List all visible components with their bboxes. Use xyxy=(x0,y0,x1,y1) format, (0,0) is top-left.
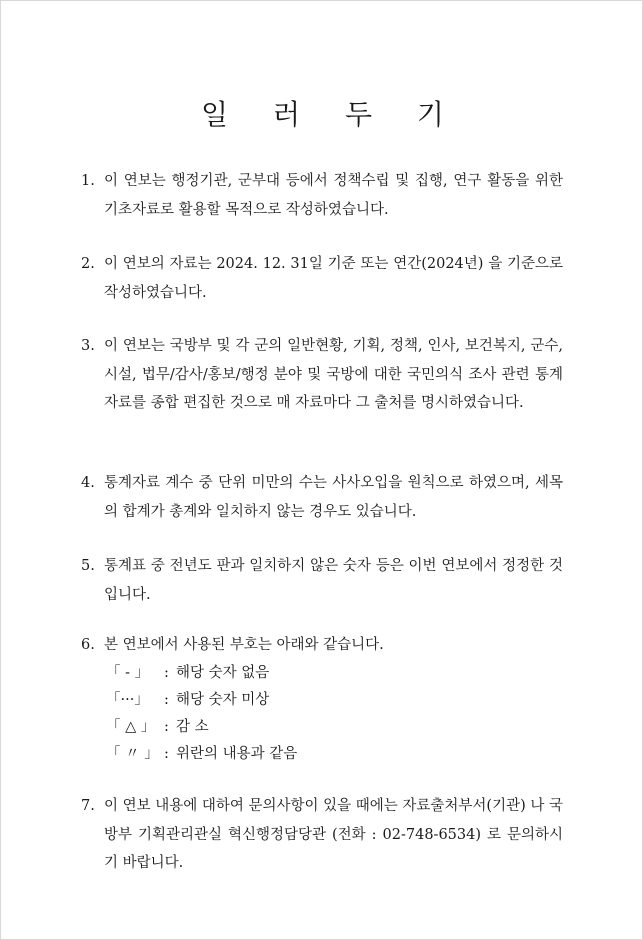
symbol-mark: 「···」 xyxy=(106,691,149,708)
symbol-row xyxy=(104,714,563,741)
symbol-colon: : xyxy=(164,691,169,708)
note-text: 이 연보 내용에 대하여 문의사항이 있을 때에는 자료출처부서(기관) 나 국방부 기획관리관실 혁신행정담당관 (전화 : 02-748-6534) 로 문의하시기 바랍니다. xyxy=(104,798,563,871)
note-number: 5. xyxy=(81,558,95,574)
symbol-mark: 「 - 」 xyxy=(106,664,150,681)
note-text: 통계자료 계수 중 단위 미만의 수는 사사오입을 원칙으로 하였으며, 세목의 합계가 총계와 일치하지 않는 경우도 있습니다. xyxy=(104,475,563,520)
symbol-colon: : xyxy=(164,745,169,762)
note-item-1 xyxy=(81,167,563,224)
note-number: 6. xyxy=(81,637,95,653)
note-item-7 xyxy=(81,792,563,878)
symbol-row xyxy=(104,741,563,768)
note-item-6 xyxy=(81,631,563,768)
symbol-desc: 해당 숫자 미상 xyxy=(176,691,270,708)
symbol-mark: 「 △ 」 xyxy=(106,718,156,735)
note-text: 통계표 중 전년도 판과 일치하지 않은 숫자 등은 이번 연보에서 정정한 것입니다. xyxy=(104,558,563,603)
symbol-row xyxy=(104,660,563,687)
symbol-list xyxy=(104,660,563,768)
note-number: 3. xyxy=(81,338,95,354)
note-number: 1. xyxy=(81,173,95,189)
note-item-5 xyxy=(81,552,563,609)
page-title: 일 러 두 기 xyxy=(201,98,462,131)
symbol-colon: : xyxy=(164,664,169,681)
symbol-colon: : xyxy=(164,718,169,735)
note-number: 7. xyxy=(81,798,95,814)
note-text: 본 연보에서 사용된 부호는 아래와 같습니다. xyxy=(104,637,384,653)
note-item-3 xyxy=(81,332,563,418)
note-item-2 xyxy=(81,250,563,307)
note-number: 2. xyxy=(81,256,95,272)
symbol-desc: 감 소 xyxy=(176,718,209,735)
note-text: 이 연보의 자료는 2024. 12. 31일 기준 또는 연간(2024년) 을 기준으로 작성하였습니다. xyxy=(104,256,563,301)
symbol-desc: 위란의 내용과 같음 xyxy=(176,745,298,762)
symbol-desc: 해당 숫자 없음 xyxy=(176,664,270,681)
note-text: 이 연보는 국방부 및 각 군의 일반현황, 기획, 정책, 인사, 보건복지, 군수, 시설, 법무/감사/홍보/행정 분야 및 국방에 대한 국민의식 조사 관련 통계자료를 종합 편집한 것으로 매 자료마다 그 출처를 명시하였습니다. xyxy=(104,338,563,411)
note-item-4 xyxy=(81,469,563,526)
symbol-row xyxy=(104,687,563,714)
note-text: 이 연보는 행정기관, 군부대 등에서 정책수립 및 집행, 연구 활동을 위한 기초자료로 활용할 목적으로 작성하였습니다. xyxy=(104,173,563,218)
note-number: 4. xyxy=(81,475,95,491)
symbol-mark: 「 〃 」 xyxy=(106,745,159,762)
